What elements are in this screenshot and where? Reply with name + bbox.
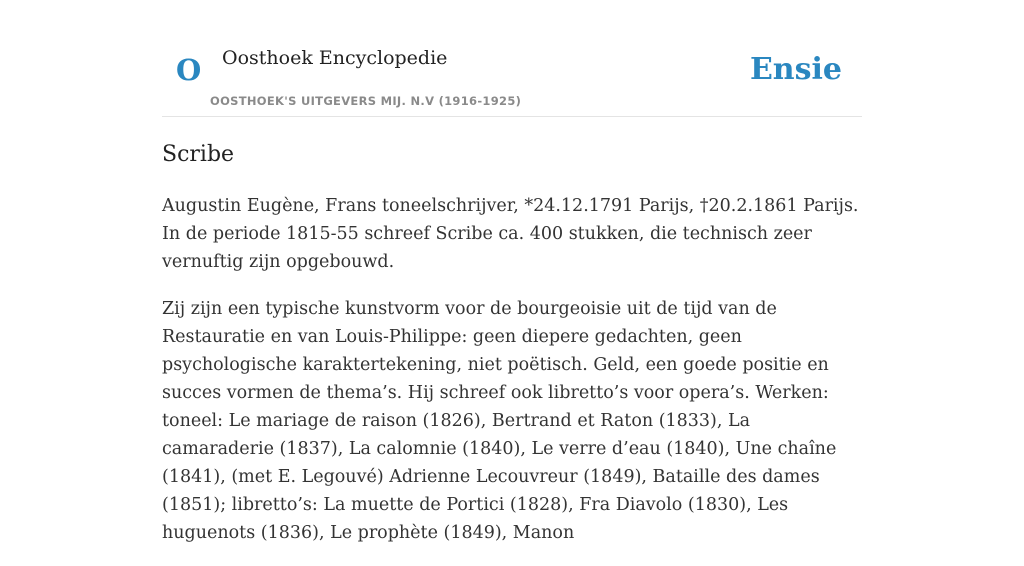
entry-body (162, 192, 862, 566)
site-title-link[interactable]: Oosthoek Encyclopedie (222, 47, 448, 69)
entry-title: Scribe (162, 142, 235, 167)
publisher-subtitle: OOSTHOEK'S UITGEVERS MIJ. N.V (1916-1925) (210, 94, 522, 108)
entry-paragraph: Zij zijn een typische kunstvorm voor de bourgeoisie uit de tijd van de Restauratie en van Louis-Philippe: geen diepere gedachten, geen psychologische karaktertekening, niet poëtisch. Geld, een goede positie en succes vormen de thema’s. Hij schreef ook libretto’s voor opera’s. Werken: toneel: Le mariage de raison (1826), Bertrand et Raton (1833), La camaraderie (1837), La calomnie (1840), Le verre d’eau (1840), Une chaîne (1841), (met E. Legouvé) Adrienne Lecouvreur (1849), Bataille des dames (1851); libretto’s: La muette de Portici (1828), Fra Diavolo (1830), Les huguenots (1836), Le prophète (1849), Manon (162, 299, 837, 543)
site-logo-icon[interactable]: O (176, 53, 202, 87)
ensie-brand-link[interactable]: Ensie (749, 52, 842, 87)
site-header (162, 0, 862, 117)
page-container (162, 0, 862, 543)
entry-paragraph: Augustin Eugène, Frans toneelschrijver, *24.12.1791 Parijs, †20.2.1861 Parijs. In de periode 1815-55 schreef Scribe ca. 400 stukken, die technisch zeer vernuftig zijn opgebouwd. (162, 196, 859, 272)
